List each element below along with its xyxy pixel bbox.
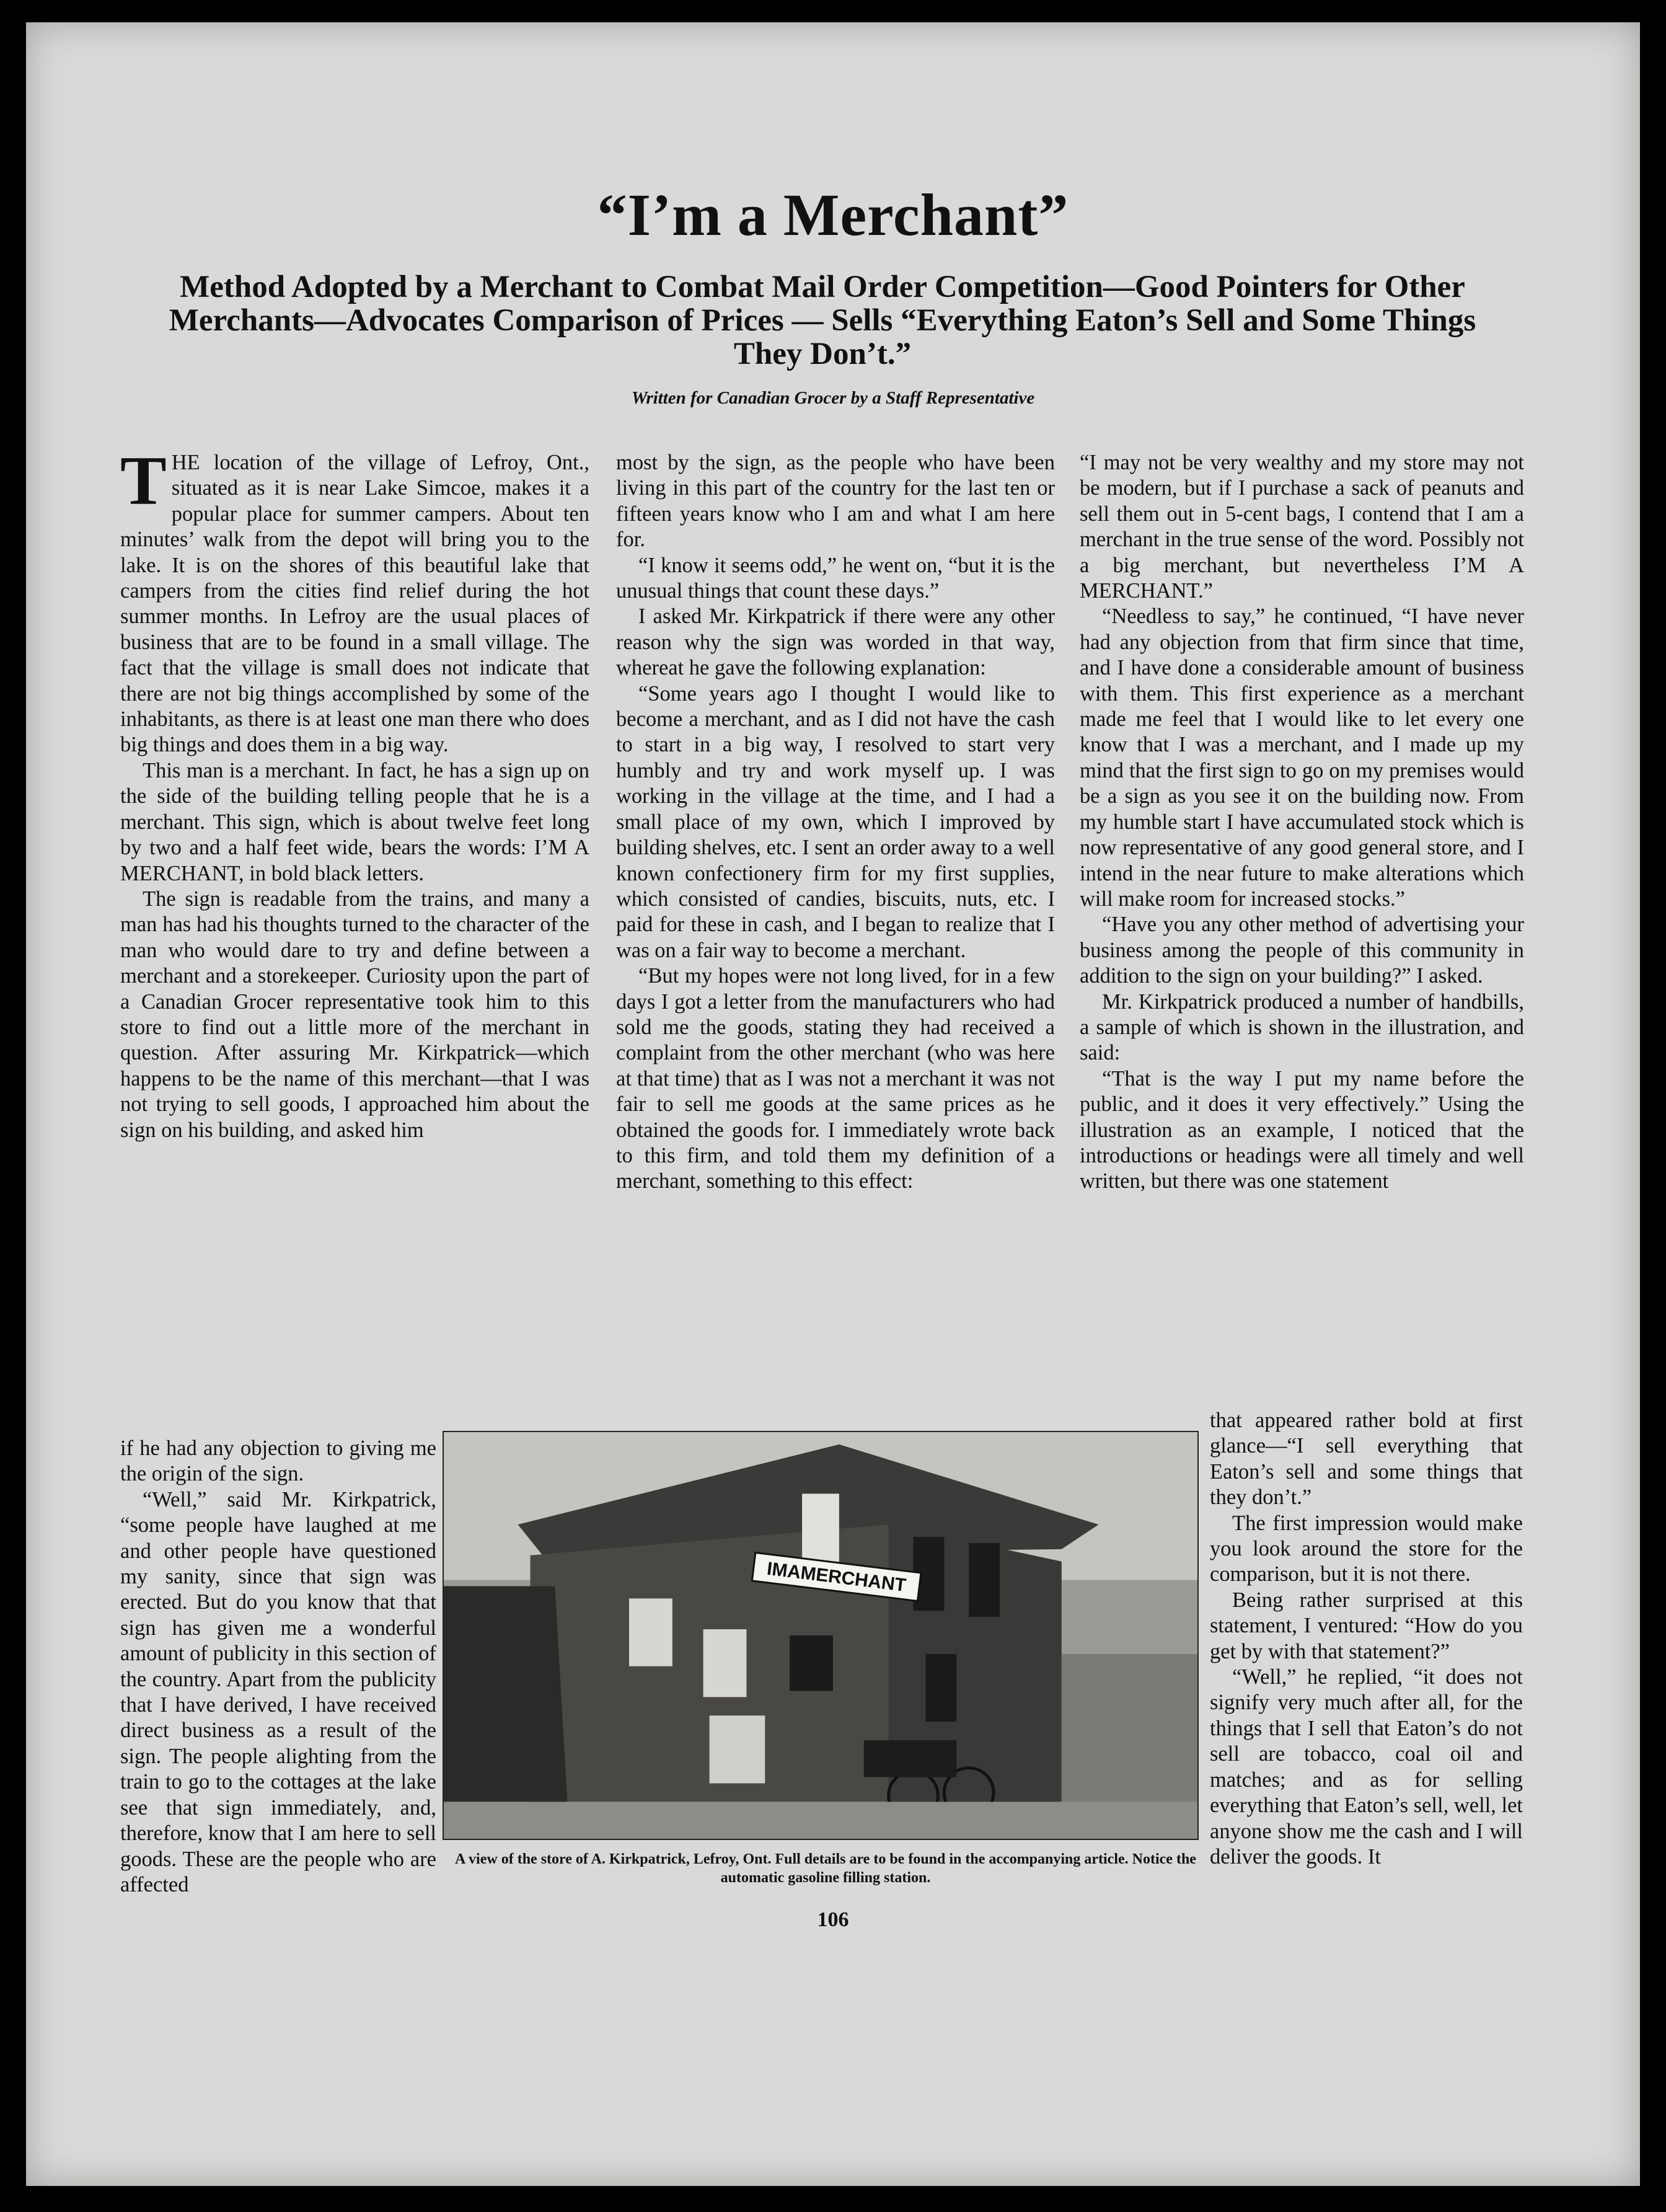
paragraph: “Some years ago I thought I would like to become a merchant, and as I did not have the cash to start in a big way, I resolved to start very humbly and try and work myself up. I was working in the village at the time, and I had a small place of my own, which I improved by building shelves, etc. I sent an order away to a well known confectionery firm for my first supplies, which consisted of candies, biscuits, nuts, etc. I paid for these in cash, and I began to realize that I was on a fair way to become a merchant. [616, 681, 1055, 962]
column-1-continued [120, 1436, 436, 1898]
article-subtitle: Method Adopted by a Merchant to Combat Mail Order Competition—Good Pointers for Other Merchants—Advocates Comparison of Prices — Sells “Everything Eaton’s Sell and Some Things They Don’t.” [169, 270, 1476, 371]
paragraph: The first impression would make you look around the store for the comparison, but it is not there. [1210, 1511, 1523, 1586]
paragraph: “Needless to say,” he continued, “I have never had any objection from that firm since that time, and I have done a considerable amount of business with them. This first experience as a merchant made me feel that I would like to let every one know that I was a merchant, and I made up my mind that the first sign to go on my premises would be a sign as you see it on the building now. From my humble start I have accumulated stock which is now representative of any good general store, and I intend in the near future to make alterations which will make room for increased stocks.” [1080, 604, 1524, 911]
magazine-page [26, 22, 1640, 2186]
paragraph: I asked Mr. Kirkpatrick if there were any other reason why the sign was worded in that way, whereat he gave the following explanation: [616, 604, 1055, 680]
paragraph: “Well,” said Mr. Kirkpatrick, “some people have laughed at me and other people have questioned my sanity, since that sign was erected. But do you know that that sign has given me a wonderful amount of publicity in this section of the country. Apart from the publicity that I have derived, I have received direct business as a result of the sign. The people alighting from the train to go to the cottages at the lake see that sign immediately, and, therefore, know that I am here to sell goods. These are the people who are affected [120, 1487, 436, 1896]
paragraph: if he had any objection to giving me the origin of the sign. [120, 1436, 436, 1486]
article-title: “I’m a Merchant” [597, 182, 1069, 248]
store-photo-illustration [444, 1432, 1197, 1839]
paragraph: The sign is readable from the trains, and many a man has had his thoughts turned to the character of the man who would dare to try and define between a merchant and a storekeeper. Curiosity upon the part of a Canadian Grocer representative took him to this store to find out a little more of the merchant in question. After assuring Mr. Kirkpatrick—which happens to be the name of this merchant—that I was not trying to sell goods, I approached him about the sign on his building, and asked him [120, 887, 589, 1142]
photo-caption: A view of the store of A. Kirkpatrick, Lefroy, Ont. Full details are to be found in the accompanying article. Notice the automatic gasoline filling station. [455, 1851, 1196, 1886]
drop-cap: T [120, 443, 167, 520]
column-3 [1080, 450, 1524, 1195]
article-byline: Written for Canadian Grocer by a Staff Representative [631, 388, 1035, 408]
paragraph: Mr. Kirkpatrick produced a number of handbills, a sample of which is shown in the illustration, and said: [1080, 989, 1524, 1065]
store-sign-text: IMAMERCHANT [765, 1558, 907, 1596]
store-photograph [443, 1431, 1199, 1840]
column-1 [120, 443, 589, 1143]
paragraph: “Have you any other method of advertising your business among the people of this community in addition to the sign on your building?” I asked. [1080, 913, 1524, 988]
paragraph: “I may not be very wealthy and my store may not be modern, but if I purchase a sack of peanuts and sell them out in 5-cent bags, I contend that I am a merchant in the true sense of the word. Possibly not a big merchant, but nevertheless I’M A MERCHANT.” [1080, 451, 1524, 603]
paragraph: that appeared rather bold at first glance—“I sell everything that Eaton’s sell and some things that they don’t.” [1210, 1409, 1523, 1510]
paragraph: This man is a merchant. In fact, he has a sign up on the side of the building telling people that he is a merchant. This sign, which is about twelve feet long by two and a half feet wide, bears the words: I’M A MERCHANT, in bold black letters. [120, 758, 589, 885]
column-2 [616, 450, 1055, 1195]
column-3-continued [1210, 1408, 1523, 1870]
paragraph: “That is the way I put my name before the public, and it does it very effectively.” Using the illustration as an example, I noticed that the introductions or headings were all timely and well written, but there was one statement [1080, 1066, 1524, 1193]
paragraph: “I know it seems odd,” he went on, “but it is the unusual things that count these days.” [616, 553, 1055, 603]
paragraph: most by the sign, as the people who have been living in this part of the country for the last ten or fifteen years know who I am and what I am here for. [616, 451, 1055, 552]
paragraph: HE location of the village of Lefroy, Ont., situated as it is near Lake Simcoe, makes it a popular place for summer campers. About ten minutes’ walk from the depot will bring you to the lake. It is on the shores of this beautiful lake that campers from the cities find relief during the hot summer months. In Lefroy are the usual places of business that are to be found in a small village. The fact that the village is small does not indicate that there are not big things accomplished by some of the inhabitants, as there is at least one man there who does big things and does them in a big way. [120, 451, 589, 757]
paragraph: “Well,” he replied, “it does not signify very much after all, for the things that I sell that Eaton’s do not sell are tobacco, coal oil and matches; and as for selling everything that Eaton’s sell, well, let anyone show me the cash and I will deliver the goods. It [1210, 1665, 1523, 1869]
page-number: 106 [817, 1908, 849, 1931]
paragraph: Being rather surprised at this statement, I ventured: “How do you get by with that statement?” [1210, 1588, 1523, 1663]
paragraph: “But my hopes were not long lived, for in a few days I got a letter from the manufacturers who had sold me the goods, stating they had received a complaint from the other merchant (who was here at that time) that as I was not a merchant it was not fair to sell me goods at the same prices as he obtained the goods for. I immediately wrote back to this firm, and told them my definition of a merchant, something to this effect: [616, 964, 1055, 1193]
